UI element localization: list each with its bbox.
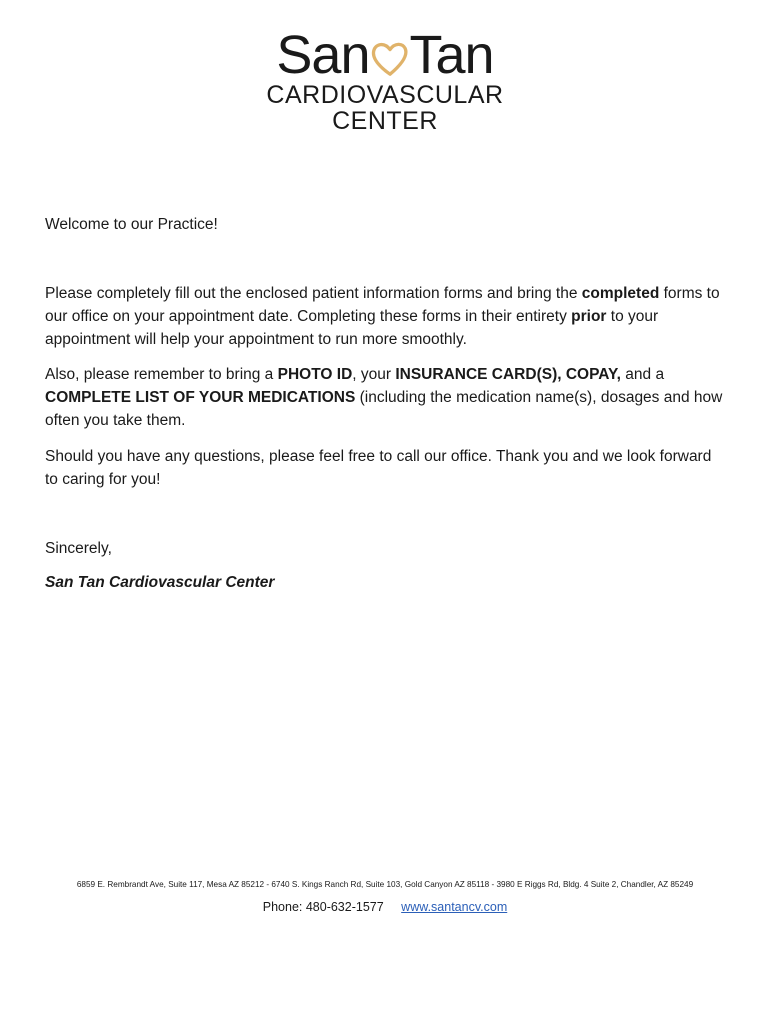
paragraph-questions: Should you have any questions, please feel free to call our office. Thank you and we look forward to caring for you!: [45, 448, 712, 488]
para2-bold-insurance: INSURANCE CARD(S), COPAY,: [395, 366, 621, 383]
greeting: Welcome to our Practice!: [45, 216, 218, 233]
para2-text-4: (including the medication name(s), dosages and how often you take them.: [45, 389, 723, 429]
website-link[interactable]: www.santancv.com: [401, 900, 508, 914]
para1-text-1: Please completely fill out the enclosed patient information forms and bring the: [45, 285, 582, 302]
para1-text-3: to your appointment will help your appointment to run more smoothly.: [45, 308, 659, 348]
logo-word-san: San: [276, 25, 370, 85]
para2-text-2: , your: [352, 366, 396, 383]
para2-bold-photo-id: PHOTO ID: [277, 366, 353, 383]
logo-subtitle-center: CENTER: [332, 107, 438, 135]
footer-contact: [0, 900, 770, 914]
para2-bold-medications: COMPLETE LIST OF YOUR MEDICATIONS: [45, 389, 356, 406]
logo-subtitle-cardiovascular: CARDIOVASCULAR: [266, 81, 504, 109]
footer-phone: Phone: 480-632-1577: [262, 900, 384, 914]
logo-word-tan: Tan: [409, 25, 494, 85]
para1-text-2: forms to our office on your appointment date. Completing these forms in their entirety: [45, 285, 720, 325]
signature: San Tan Cardiovascular Center: [45, 574, 275, 591]
heart-icon: [371, 40, 409, 78]
closing: Sincerely,: [45, 540, 112, 557]
para1-bold-prior: prior: [571, 308, 607, 325]
paragraph-forms: [45, 282, 725, 351]
para2-text-3: and a: [620, 366, 665, 383]
paragraph-bring-items: [45, 363, 725, 432]
para2-text-1: Also, please remember to bring a: [45, 366, 278, 383]
footer-address: 6859 E. Rembrandt Ave, Suite 117, Mesa AZ 85212 - 6740 S. Kings Ranch Rd, Suite 103, Gold Canyon AZ 85118 - 3980 E Riggs Rd, Bldg. 4 Suite 2, Chandler, AZ 85249: [76, 880, 694, 889]
para1-bold-completed: completed: [581, 285, 660, 302]
practice-logo: [0, 25, 770, 135]
logo-wordmark: [276, 25, 494, 85]
